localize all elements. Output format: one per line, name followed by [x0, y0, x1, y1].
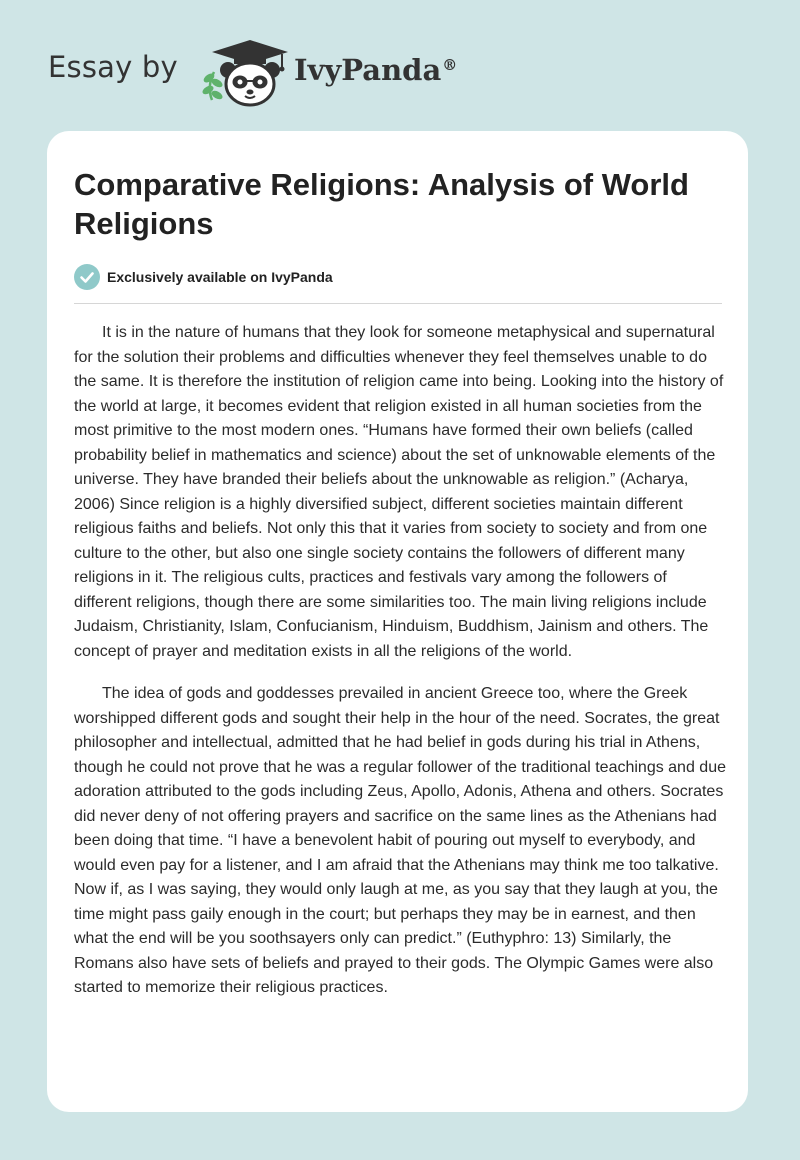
essay-card [47, 131, 748, 1112]
title-divider [74, 303, 722, 304]
site-header [0, 0, 800, 130]
exclusive-label: Exclusively available on IvyPanda [107, 269, 333, 285]
essay-by-label: Essay by [48, 50, 178, 84]
brand-name[interactable]: IvyPanda® [294, 53, 458, 87]
registered-mark: ® [442, 56, 458, 74]
paragraph: It is in the nature of humans that they look for someone metaphysical and supernatural for the solution their problems and difficulties whenever they feel themselves unable to do the same. It is therefore the institution of religion came into being. Looking into the history of the world at large, it becomes evident that religion existed in all human societies from the most primitive to the most modern ones. “Humans have formed their own beliefs (called probability belief in mathematics and science) about the set of unknowable elements of the universe. They have branded their beliefs about the unknowable as religion.” (Acharya, 2006) Since religion is a highly diversified subject, different societies maintain different religious faiths and beliefs. Not only this that it varies from society to society and from one culture to the other, but also one single society contains the followers of different many religions in it. The religious cults, practices and festivals vary among the followers of different religions, though there are some similarities too. The main living religions include Judaism, Christianity, Islam, Confucianism, Hinduism, Buddhism, Jainism and others. The concept of prayer and meditation exists in all the religions of the world. [74, 324, 724, 660]
essay-body [74, 321, 726, 1019]
check-circle-icon [74, 264, 100, 290]
panda-graduate-logo-icon [200, 38, 292, 108]
essay-title: Comparative Religions: Analysis of World Religions [74, 167, 689, 241]
paragraph: The idea of gods and goddesses prevailed in ancient Greece too, where the Greek worshipped different gods and sought their help in the hour of the need. Socrates, the great philosopher and intellectual, admitted that he had belief in gods during his trial in Athens, though he could not prove that he was a regular follower of the traditional teachings and due adoration attributed to the gods including Zeus, Apollo, Adonis, Athena and others. Socrates did never deny of not offering prayers and sacrifice on the same lines as the Athenians had been doing that time. “I have a benevolent habit of pouring out myself to everybody, and would even pay for a listener, and I am afraid that the Athenians may think me too talkative. Now if, as I was saying, they would only laugh at me, as you say that they laugh at you, the time might pass gaily enough in the court; but perhaps they may be in earnest, and then what the end will be you soothsayers only can predict.” (Euthyphro: 13) Similarly, the Romans also have sets of beliefs and prayed to their gods. The Olympic Games were also started to memorize their religious practices. [74, 685, 726, 996]
exclusive-badge [74, 264, 333, 290]
